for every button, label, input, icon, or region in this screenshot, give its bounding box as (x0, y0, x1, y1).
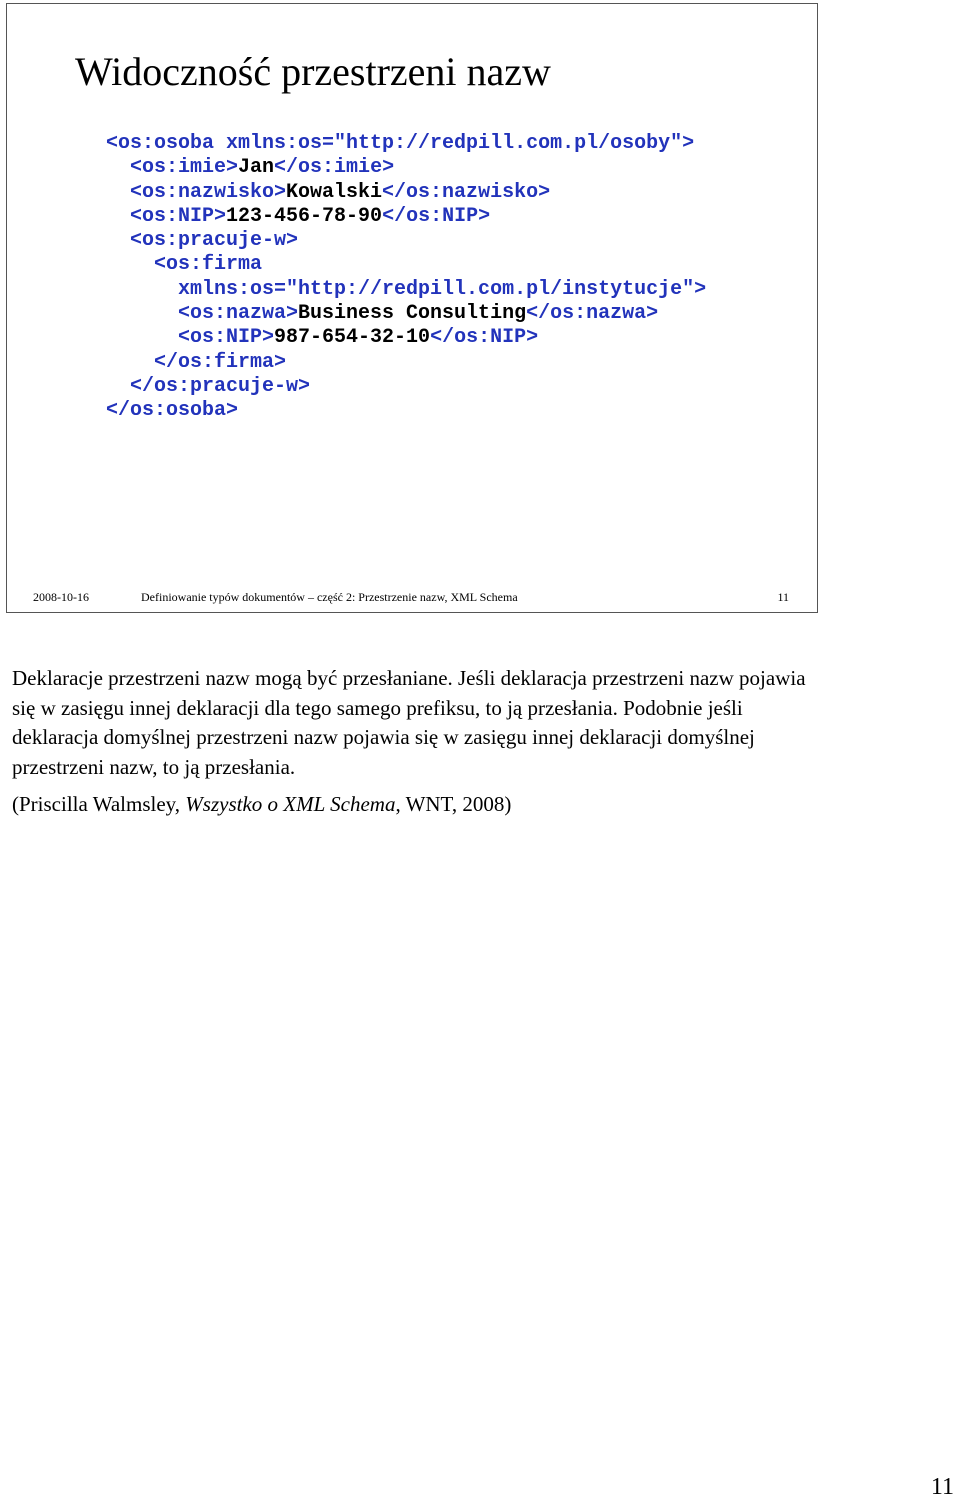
code-text: Kowalski (286, 180, 383, 204)
citation-book-title: Wszystko o XML Schema (185, 792, 396, 816)
footer-caption: Definiowanie typów dokumentów – część 2: Przestrzenie nazw, XML Schema (141, 590, 518, 604)
footer-slide-number: 11 (777, 590, 789, 604)
code-tag: <os:osoba xmlns:os="http://redpill.com.pl/osoby"> (106, 132, 695, 155)
code-tag: </os:NIP> (430, 326, 539, 350)
code-tag: </os:pracuje-w> (106, 374, 311, 398)
code-tag: </os:nazwa> (526, 302, 659, 326)
slide-title: Widoczność przestrzeni nazw (75, 49, 551, 94)
code-tag: xmlns:os="http://redpill.com.pl/instytucje"> (106, 277, 707, 301)
code-text: 987-654-32-10 (274, 326, 431, 350)
code-tag: <os:pracuje-w> (106, 229, 299, 253)
code-line (106, 278, 706, 302)
code-line (106, 253, 706, 277)
notes-section (12, 664, 812, 820)
code-text: Jan (238, 156, 275, 180)
code-line (106, 302, 706, 326)
code-line (106, 229, 706, 253)
page-number: 11 (930, 1474, 954, 1500)
code-tag: </os:NIP> (382, 204, 491, 228)
code-tag: <os:nazwa> (106, 302, 299, 326)
code-tag: </os:osoba> (106, 399, 239, 423)
footer-date: 2008-10-16 (33, 590, 89, 604)
citation (12, 790, 812, 820)
code-tag: <os:imie> (106, 156, 239, 180)
code-tag: </os:imie> (274, 156, 395, 180)
code-line (106, 375, 706, 399)
code-tag: </os:nazwisko> (382, 180, 551, 204)
code-line (106, 181, 706, 205)
slide-frame (6, 3, 818, 613)
code-tag: </os:firma> (106, 350, 287, 374)
xml-code-block (106, 132, 706, 424)
slide-footer (33, 587, 791, 607)
code-text: Business Consulting (298, 302, 527, 326)
notes-paragraph: Deklaracje przestrzeni nazw mogą być przesłaniane. Jeśli deklaracja przestrzeni nazw pojawia się w zasięgu innej deklaracji dla tego samego prefiksu, to ją przesłania. Podobnie jeśli deklaracja domyślnej przestrzeni nazw pojawia się w zasięgu innej deklaracji domyślnej przestrzeni nazw, to ją przesłania. (12, 666, 806, 779)
code-line (106, 399, 706, 423)
code-line (106, 205, 706, 229)
code-line (106, 156, 706, 180)
code-tag: <os:NIP> (106, 326, 275, 350)
code-line (106, 326, 706, 350)
code-tag: <os:firma (106, 253, 263, 277)
code-line (106, 132, 706, 156)
code-tag: <os:nazwisko> (106, 180, 287, 204)
citation-close: , WNT, 2008) (395, 792, 512, 816)
citation-open: (Priscilla Walmsley, (12, 792, 186, 816)
code-tag: <os:NIP> (106, 204, 227, 228)
code-text: 123-456-78-90 (226, 204, 383, 228)
code-line (106, 351, 706, 375)
